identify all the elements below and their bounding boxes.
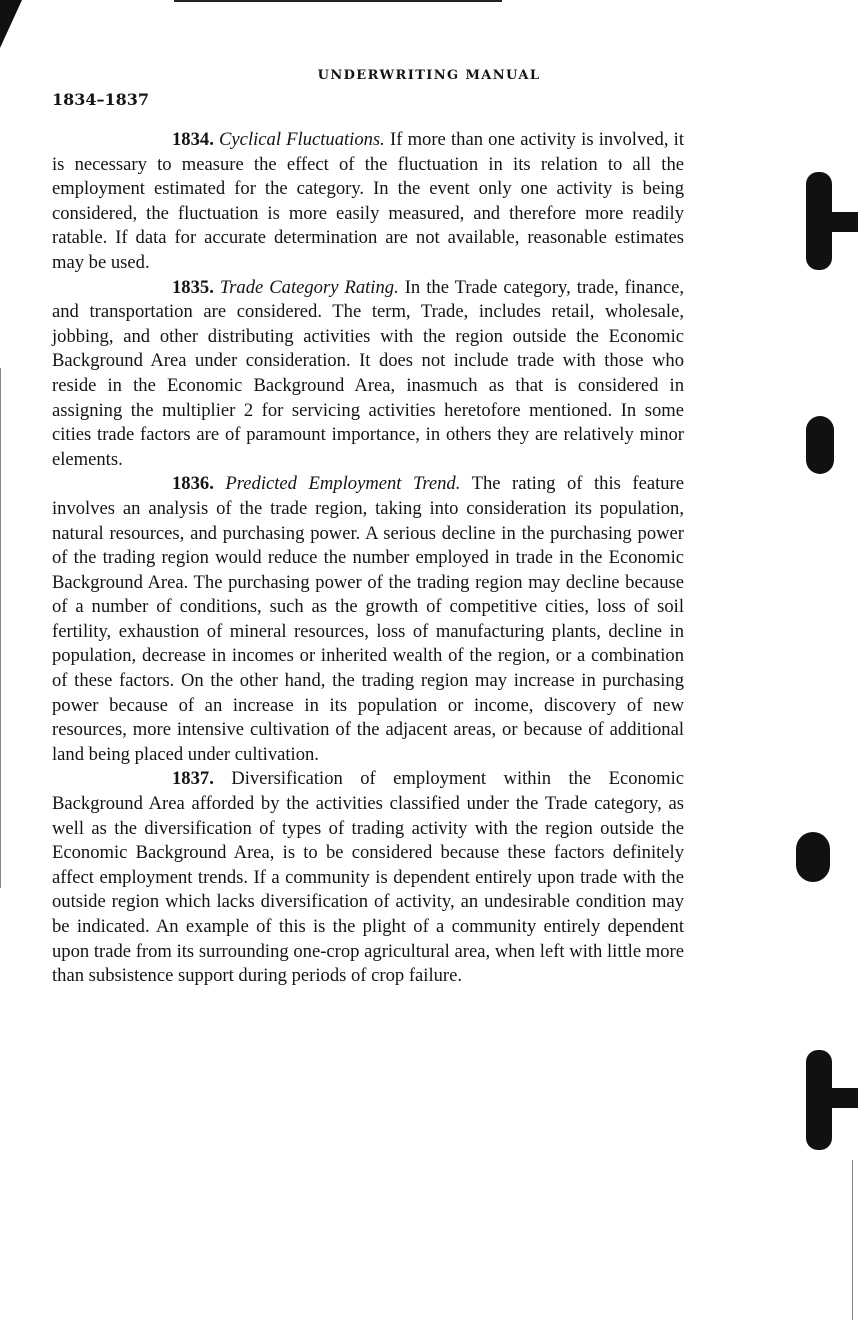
paragraph-text: If more than one activity is involved, it is necessary to measure the effect of the fluctuation in its relation to all the employment estimated for the category. In the event only one activity is being considered, the fluctuation is more easily measured, and therefore more readily ratable. If data for accurate determination are not available, reasonable estimates may be used.: [52, 129, 684, 273]
section-range: 1834–1837: [52, 90, 150, 109]
right-edge-line: [852, 1160, 853, 1320]
running-head: UNDERWRITING MANUAL: [317, 68, 541, 83]
section-title: Trade Category Rating.: [219, 276, 399, 298]
section-number: 1837.: [172, 768, 214, 790]
section-number: 1836.: [172, 473, 214, 495]
section-number: 1834.: [172, 129, 214, 150]
binder-mark-bottom-tab: [826, 1088, 858, 1108]
binder-hole-upper: [806, 416, 834, 474]
section-title: Predicted Employment Trend.: [225, 473, 461, 495]
paragraph-1835: [52, 276, 684, 473]
paragraph-text: In the Trade category, trade, finance, and transportation are considered. The term, Trade, includes retail, wholesale, jobbing, and other distributing activities with the region outside the Economic Background Area under consideration. It does not include trade with those who reside in the Economic Background Area, inasmuch as that is considered in assigning the multiplier 2 for servicing activities heretofore mentioned. In some cities trade factors are of paramount importance, in others they are relatively minor elements.: [52, 276, 684, 470]
binder-hole-lower: [796, 832, 830, 882]
paragraph-1837: [52, 767, 684, 988]
top-rule: [174, 0, 502, 2]
section-title: Cyclical Fluctuations.: [219, 129, 385, 150]
section-number: 1835.: [172, 276, 214, 298]
paragraph-1834: [52, 128, 684, 276]
paragraph-1836: [52, 472, 684, 767]
text-body: [52, 128, 684, 989]
binder-mark-top-tab: [826, 212, 858, 232]
paragraph-text: Diversification of employment within the Economic Background Area afforded by the activities classified under the Trade category, as well as the diversification of types of trading activity with the region outside the Economic Background Area, is to be considered because these factors definitely affect employment trends. If a community is dependent entirely upon trade with the outside region which lacks diversification of activity, an undesirable condition may be indicated. An example of this is the plight of a community entirely dependent upon trade from its surrounding one-crop agricultural area, when left with little more than subsistence support during periods of crop failure.: [52, 768, 684, 987]
corner-fold-mark: [0, 0, 22, 48]
left-edge-line: [0, 368, 1, 888]
paragraph-text: The rating of this feature involves an analysis of the trade region, taking into consideration its population, natural resources, and purchasing power. A serious decline in the purchasing power of the trading region would reduce the number employed in trade in the Economic Background Area. The purchasing power of the trading region may decline because of a number of conditions, such as the growth of competitive cities, loss of soil fertility, exhaustion of mineral resources, loss of manufacturing plants, decline in population, decrease in incomes or inherited wealth of the region, or a combination of these factors. On the other hand, the trading region may increase in purchasing power because of an increase in its population or income, discovery of new resources, more intensive cultivation of the adjacent areas, or because of additional land being placed under cultivation.: [52, 473, 685, 765]
